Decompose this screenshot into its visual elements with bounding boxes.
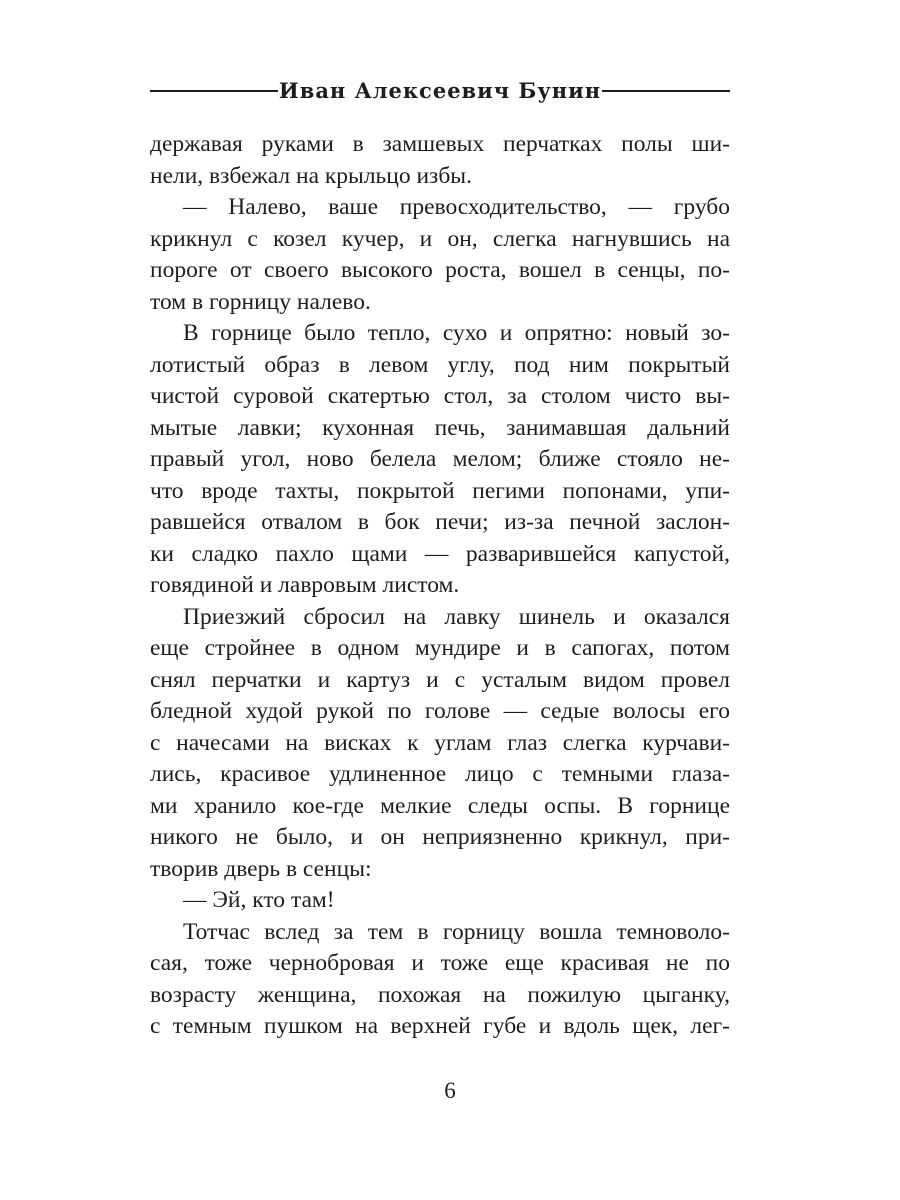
text-line: лотистый образ в левом углу, под ним покрытый (150, 351, 730, 378)
text-line: — Налево, ваше превосходительство, — грубо (183, 194, 730, 220)
text-line: возрасту женщина, похожая на пожилую цыганку, (150, 981, 730, 1008)
text-line: мытые лавки; кухонная печь, занимавшая дальний (150, 414, 730, 441)
text-line: с темным пушком на верхней губе и вдоль щек, лег- (150, 1013, 730, 1039)
text-line: творив дверь в сенцы: (150, 855, 372, 882)
text-line: снял перчатки и картуз и с усталым видом провел (150, 666, 730, 693)
text-line: бледной худой рукой по голове — седые волосы его (150, 698, 730, 724)
text-line: что вроде тахты, покрытой пегими попонами, упи- (150, 477, 730, 504)
text-line: крикнул с козел кучер, и он, слегка нагнувшись на (150, 225, 730, 252)
text-line: сая, тоже чернобровая и тоже еще красивая не по (150, 950, 730, 976)
text-line: чистой суровой скатертью стол, за столом чисто вы- (150, 383, 730, 409)
page-number: 6 (444, 1078, 456, 1103)
text-line: никого не было, и он неприязненно крикнул, при- (150, 824, 730, 850)
text-line: том в горницу налево. (150, 288, 371, 315)
text-line: лись, красивое удлиненное лицо с темными глаза- (150, 761, 730, 787)
body-text (150, 129, 730, 1043)
text-line: правый угол, ново белела мелом; ближе стояло не- (150, 446, 730, 472)
text-line: пороге от своего высокого роста, вошел в сенцы, по- (150, 257, 730, 283)
text-line: ки сладко пахло щами — разварившейся капустой, (150, 540, 730, 567)
text-line: — Эй, кто там! (183, 887, 335, 913)
text-line: с начесами на висках к углам глаз слегка курчави- (150, 729, 730, 756)
text-line: Приезжий сбросил на лавку шинель и оказался (183, 603, 730, 630)
header-rule-left (150, 90, 278, 92)
text-line: равшейся отвалом в бок печи; из-за печной заслон- (150, 509, 730, 535)
text-line: ми хранило кое-где мелкие следы оспы. В горнице (150, 792, 730, 819)
text-line: говядиной и лавровым листом. (150, 572, 460, 598)
text-line: державая руками в замшевых перчатках полы ши- (150, 131, 730, 157)
text-line: Тотчас вслед за тем в горницу вошла темноволо- (183, 918, 730, 945)
text-line: еще стройнее в одном мундире и в сапогах, потом (150, 635, 730, 661)
header-author: Иван Алексеевич Бунин (278, 78, 602, 103)
text-line: нели, взбежал на крыльцо избы. (150, 162, 472, 189)
text-line: В горнице было тепло, сухо и опрятно: новый зо- (183, 320, 730, 346)
header-rule-right (602, 90, 730, 92)
running-header (150, 78, 730, 103)
